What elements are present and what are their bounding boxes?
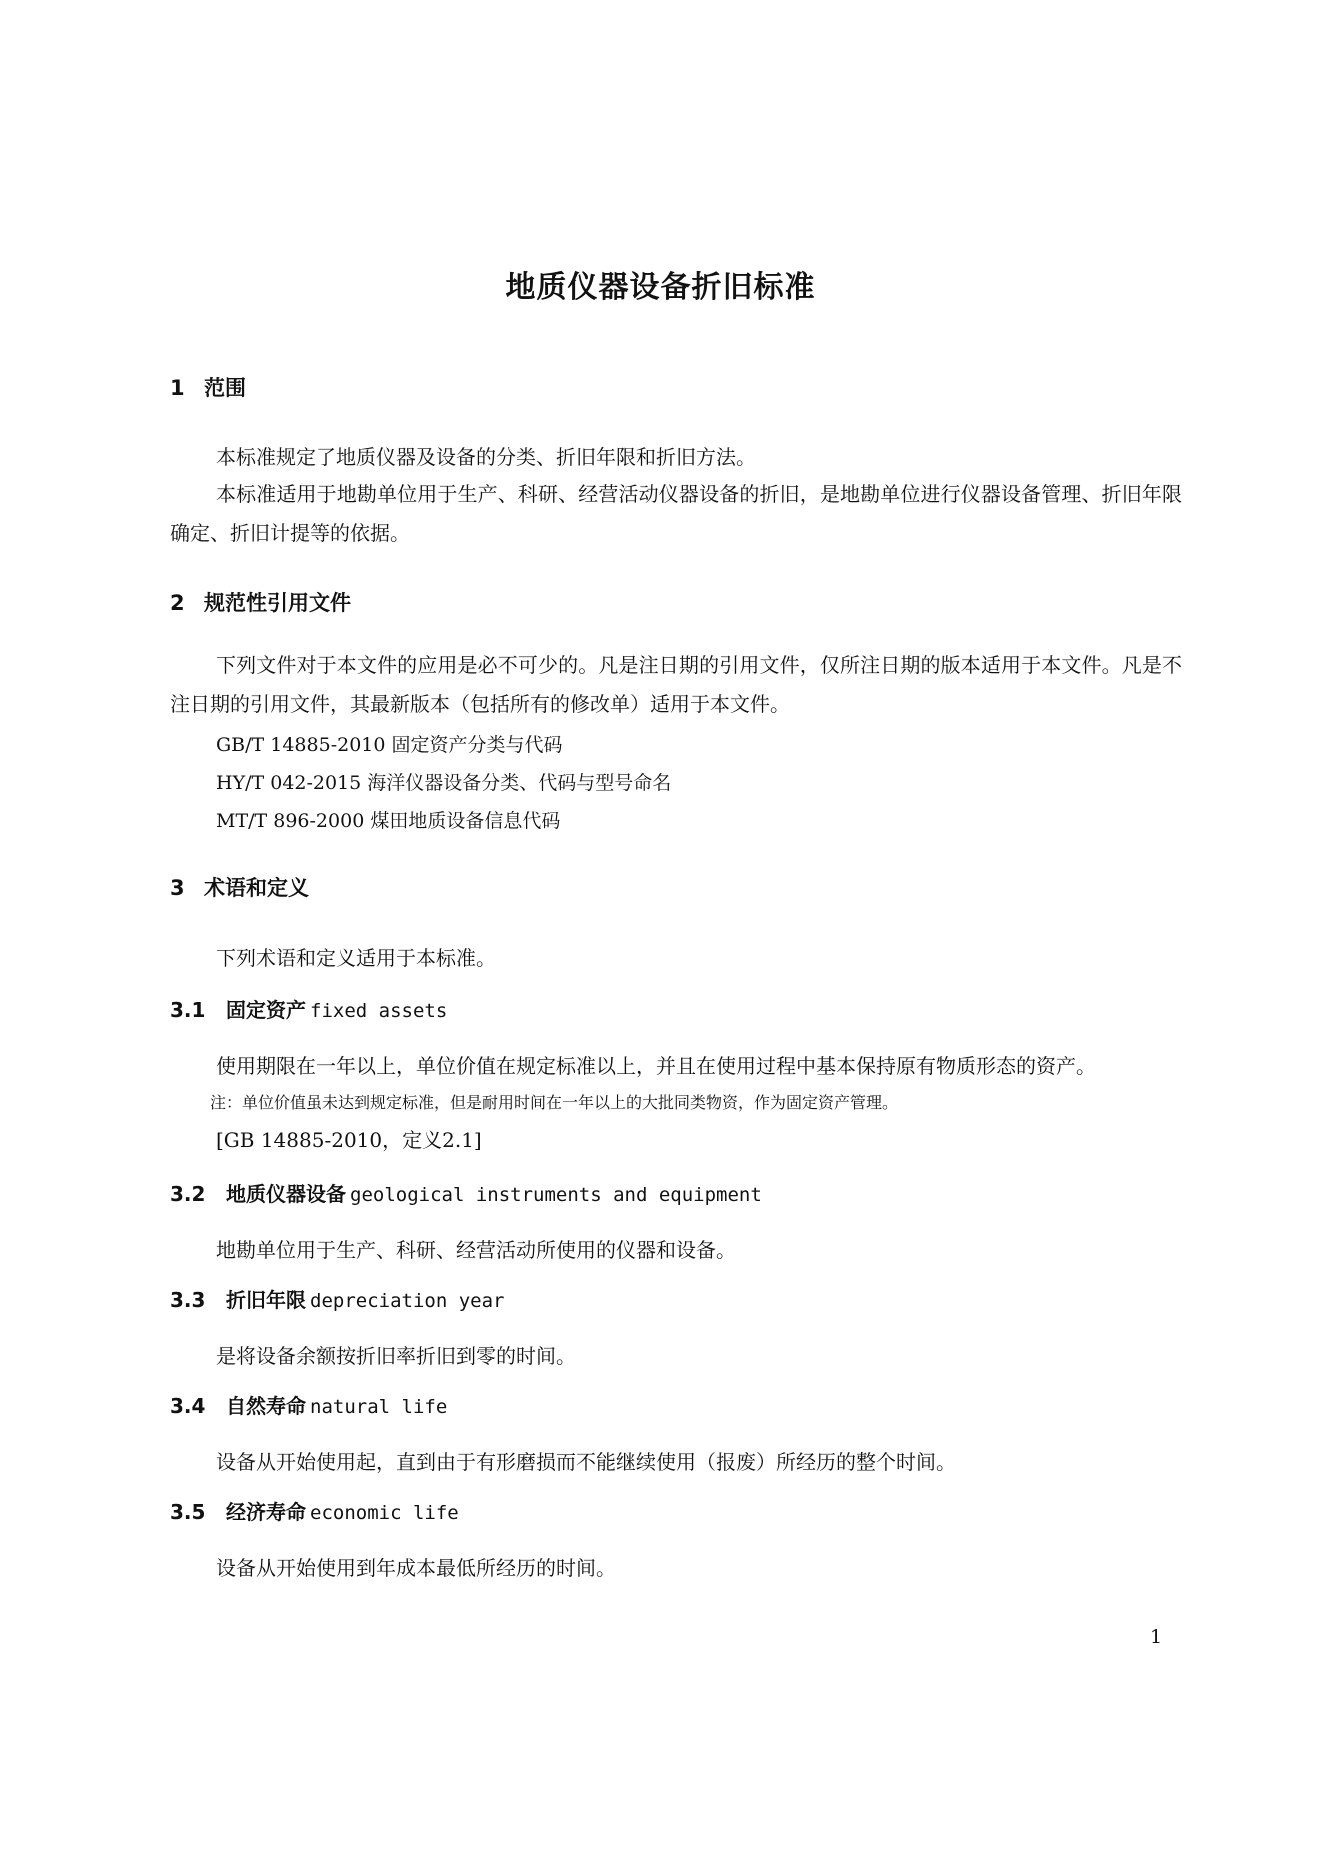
section-number: 2 [170,591,185,615]
reference-item: HY/T 042-2015 海洋仪器设备分类、代码与型号命名 [216,772,672,794]
section-3-intro: 下列术语和定义适用于本标准。 [216,946,496,970]
term-zh: 折旧年限 [226,1288,306,1312]
section-1-paragraph-2: 本标准适用于地勘单位用于生产、科研、经营活动仪器设备的折旧，是地勘单位进行仪器设备管理、折旧年限确定、折旧计提等的依据。 [170,482,1182,545]
term-3-1-definition: 使用期限在一年以上，单位价值在规定标准以上，并且在使用过程中基本保持原有物质形态的资产。 [216,1054,1096,1078]
term-3-2-heading [170,1178,762,1207]
term-3-5-heading [170,1496,459,1525]
term-3-5-definition: 设备从开始使用到年成本最低所经历的时间。 [216,1556,616,1580]
term-number: 3.1 [170,998,206,1022]
term-3-2-definition: 地勘单位用于生产、科研、经营活动所使用的仪器和设备。 [216,1238,736,1262]
section-2-heading [170,587,351,617]
term-en: natural life [310,1396,448,1418]
term-en: depreciation year [310,1290,505,1312]
term-number: 3.5 [170,1500,206,1524]
section-1-heading [170,372,246,402]
term-zh: 地质仪器设备 [226,1182,346,1206]
reference-item: GB/T 14885-2010 固定资产分类与代码 [216,734,563,756]
term-number: 3.2 [170,1182,206,1206]
term-en: geological instruments and equipment [350,1184,762,1206]
term-en: fixed assets [310,1000,448,1022]
page-number: 1 [1150,1626,1163,1648]
section-title: 术语和定义 [204,876,309,900]
term-zh: 固定资产 [226,998,306,1022]
section-3-heading [170,872,309,902]
section-1-paragraph-1: 本标准规定了地质仪器及设备的分类、折旧年限和折旧方法。 [216,445,756,469]
term-zh: 自然寿命 [226,1394,306,1418]
term-3-4-definition: 设备从开始使用起，直到由于有形磨损而不能继续使用（报废）所经历的整个时间。 [216,1450,956,1474]
term-3-1-note: 注：单位价值虽未达到规定标准，但是耐用时间在一年以上的大批同类物资，作为固定资产管理。 [210,1093,899,1112]
term-3-1-heading [170,994,447,1023]
section-title: 范围 [204,376,246,400]
section-number: 1 [170,376,185,400]
term-en: economic life [310,1502,459,1524]
section-2-paragraph: 下列文件对于本文件的应用是必不可少的。凡是注日期的引用文件，仅所注日期的版本适用于本文件。凡是不注日期的引用文件，其最新版本（包括所有的修改单）适用于本文件。 [170,653,1182,716]
term-3-3-definition: 是将设备余额按折旧率折旧到零的时间。 [216,1344,576,1368]
document-title: 地质仪器设备折旧标准 [505,270,816,305]
section-number: 3 [170,876,185,900]
term-3-1-source: [GB 14885-2010，定义2.1] [216,1128,482,1152]
section-title: 规范性引用文件 [204,591,351,615]
term-zh: 经济寿命 [226,1500,306,1524]
term-3-4-heading [170,1390,447,1419]
term-3-3-heading [170,1284,504,1313]
term-number: 3.3 [170,1288,206,1312]
term-number: 3.4 [170,1394,206,1418]
reference-item: MT/T 896-2000 煤田地质设备信息代码 [216,810,561,832]
